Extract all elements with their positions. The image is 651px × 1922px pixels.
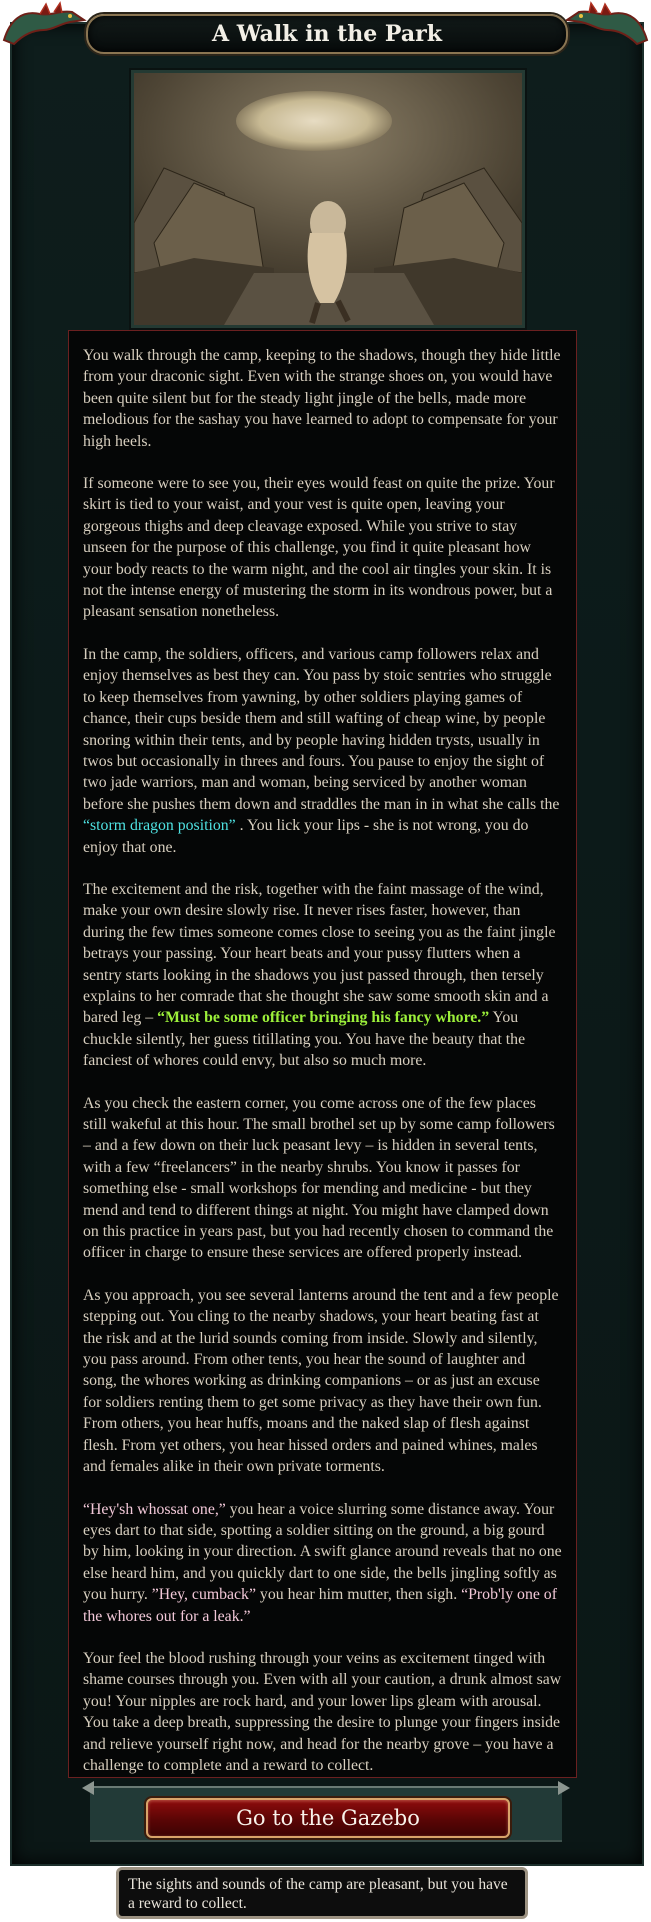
paragraph-3 <box>83 644 562 858</box>
paragraph-3-text-a: In the camp, the soldiers, officers, and various camp followers relax and enjoy themselves as best they can. You pass by stoic sentries who struggle to keep themselves from yawning, by other soldiers playing games of chance, their cups beside them and still wafting of cheap wine, by people snoring within their tents, and by people having hidden trysts, usually in twos but occasionally in threes and fours. You pause to enjoy the sight of two jade warriors, man and woman, being serviced by another woman before she pushes them down and straddles the man in in what she calls the <box>83 645 560 813</box>
storm-dragon-position-highlight[interactable]: “storm dragon position” <box>83 817 236 835</box>
event-title-bar <box>86 14 568 54</box>
scene-illustration <box>131 70 525 328</box>
go-to-gazebo-label: Go to the Gazebo <box>236 1806 420 1830</box>
event-title: A Walk in the Park <box>212 21 442 47</box>
go-to-gazebo-button[interactable] <box>146 1798 510 1838</box>
dragon-ornament-right-icon <box>561 0 651 48</box>
moonlit-camp-scene-icon <box>134 73 522 325</box>
option-tooltip: The sights and sounds of the camp are pleasant, but you have a reward to collect. <box>116 1867 528 1919</box>
paragraph-5: As you check the eastern corner, you come across one of the few places still wakeful at this hour. The small brothel set up by some camp followers – and a few down on their luck peasant levy – is hidden in several tents, with a few “freelancers” in the nearby shrubs. You know it passes for something else - small workshops for mending and medicine - but they mend and tend to different things at night. You might have clamped down on this practice in years past, but you had recently chosen to command the officer in charge to ensure these services are offered properly instead. <box>83 1094 555 1262</box>
paragraph-7-text-b: you hear him mutter, then sigh. <box>255 1586 462 1604</box>
paragraph-4-text-b: You chuckle silently, her guess titillating you. You have the beauty that the fanciest of whores could envy, but also so much more. <box>83 1009 526 1070</box>
drunk-quote-3: “Prob'ly one of the whores out for a leak.” <box>83 1586 557 1625</box>
paragraph-7 <box>83 1499 562 1627</box>
rail-arrow-left-icon <box>82 1781 94 1795</box>
paragraph-7-text-a: you hear a voice slurring some distance away. Your eyes dart to that side, spotting a soldier sitting on the ground, a big gourd by him, looking in your direction. A swift glance around reveals that no one else heard him, and you quickly dart to one side, the bells jingling softly as you hurry. <box>83 1500 562 1604</box>
rail-arrow-right-icon <box>558 1781 570 1795</box>
paragraph-4-text-a: The excitement and the risk, together with the faint massage of the wind, make your own desire slowly rise. It never rises faster, however, than during the few times someone comes close to seeing you as the faint jingle betrays your passing. Your heart beats and your pussy flutters when a sentry starts looking in the shadows you just passed through, then tersely explains to her comrade that she thought she saw some smooth skin and a bared leg – <box>83 880 556 1027</box>
event-description-panel[interactable] <box>68 330 577 1778</box>
drunk-quote-1: “Hey'sh whossat one,” <box>83 1500 226 1518</box>
drunk-quote-2: ”Hey, cumback” <box>151 1586 256 1604</box>
paragraph-1: You walk through the camp, keeping to the shadows, though they hide little from your draconic sight. Even with the strange shoes on, you would have been quite silent but for the steady light jingle of the bells, made more melodious for the sashay you have learned to adopt to compensate for your high heels. <box>83 347 561 450</box>
dragon-ornament-left-icon <box>0 0 90 48</box>
paragraph-3-text-b: . You lick your lips - she is not wrong, you do enjoy that one. <box>83 817 529 856</box>
paragraph-8: Your feel the blood rushing through your veins as excitement tinged with shame courses through you. Even with all your caution, a drunk almost saw you! Your nipples are rock hard, and your lower lips gleam with arousal. You take a deep breath, suppressing the desire to plunge your fingers inside and relieve yourself right now, and head for the nearby grove – you have a challenge to complete and a reward to collect. <box>83 1649 562 1774</box>
sentry-quote-highlight: “Must be some officer bringing his fancy whore.” <box>157 1009 490 1027</box>
paragraph-2: If someone were to see you, their eyes would feast on quite the prize. Your skirt is tied to your waist, and your vest is quite open, leaving your gorgeous thighs and deep cleavage exposed. While you strive to stay unseen for the purpose of this challenge, you find it quite pleasant how your body reacts to the warm night, and the cool air tingles your skin. It is not the intense energy of mustering the storm in its wondrous power, but a pleasant sensation nonetheless. <box>83 475 555 621</box>
paragraph-4 <box>83 879 562 1072</box>
paragraph-6: As you approach, you see several lanterns around the tent and a few people stepping out. You cling to the nearby shadows, your heart beating fast at the risk and at the lurid sounds coming from inside. Slowly and silently, you pass around. From other tents, you hear the sound of laughter and song, the whores working as drinking companions – or as just an excuse for soldiers renting them to get some privacy as they have their own fun. From others, you hear huffs, moans and the naked slap of flesh against flesh. From yet others, you hear hissed orders and pained whines, males and females alike in their own private torments. <box>83 1286 559 1476</box>
